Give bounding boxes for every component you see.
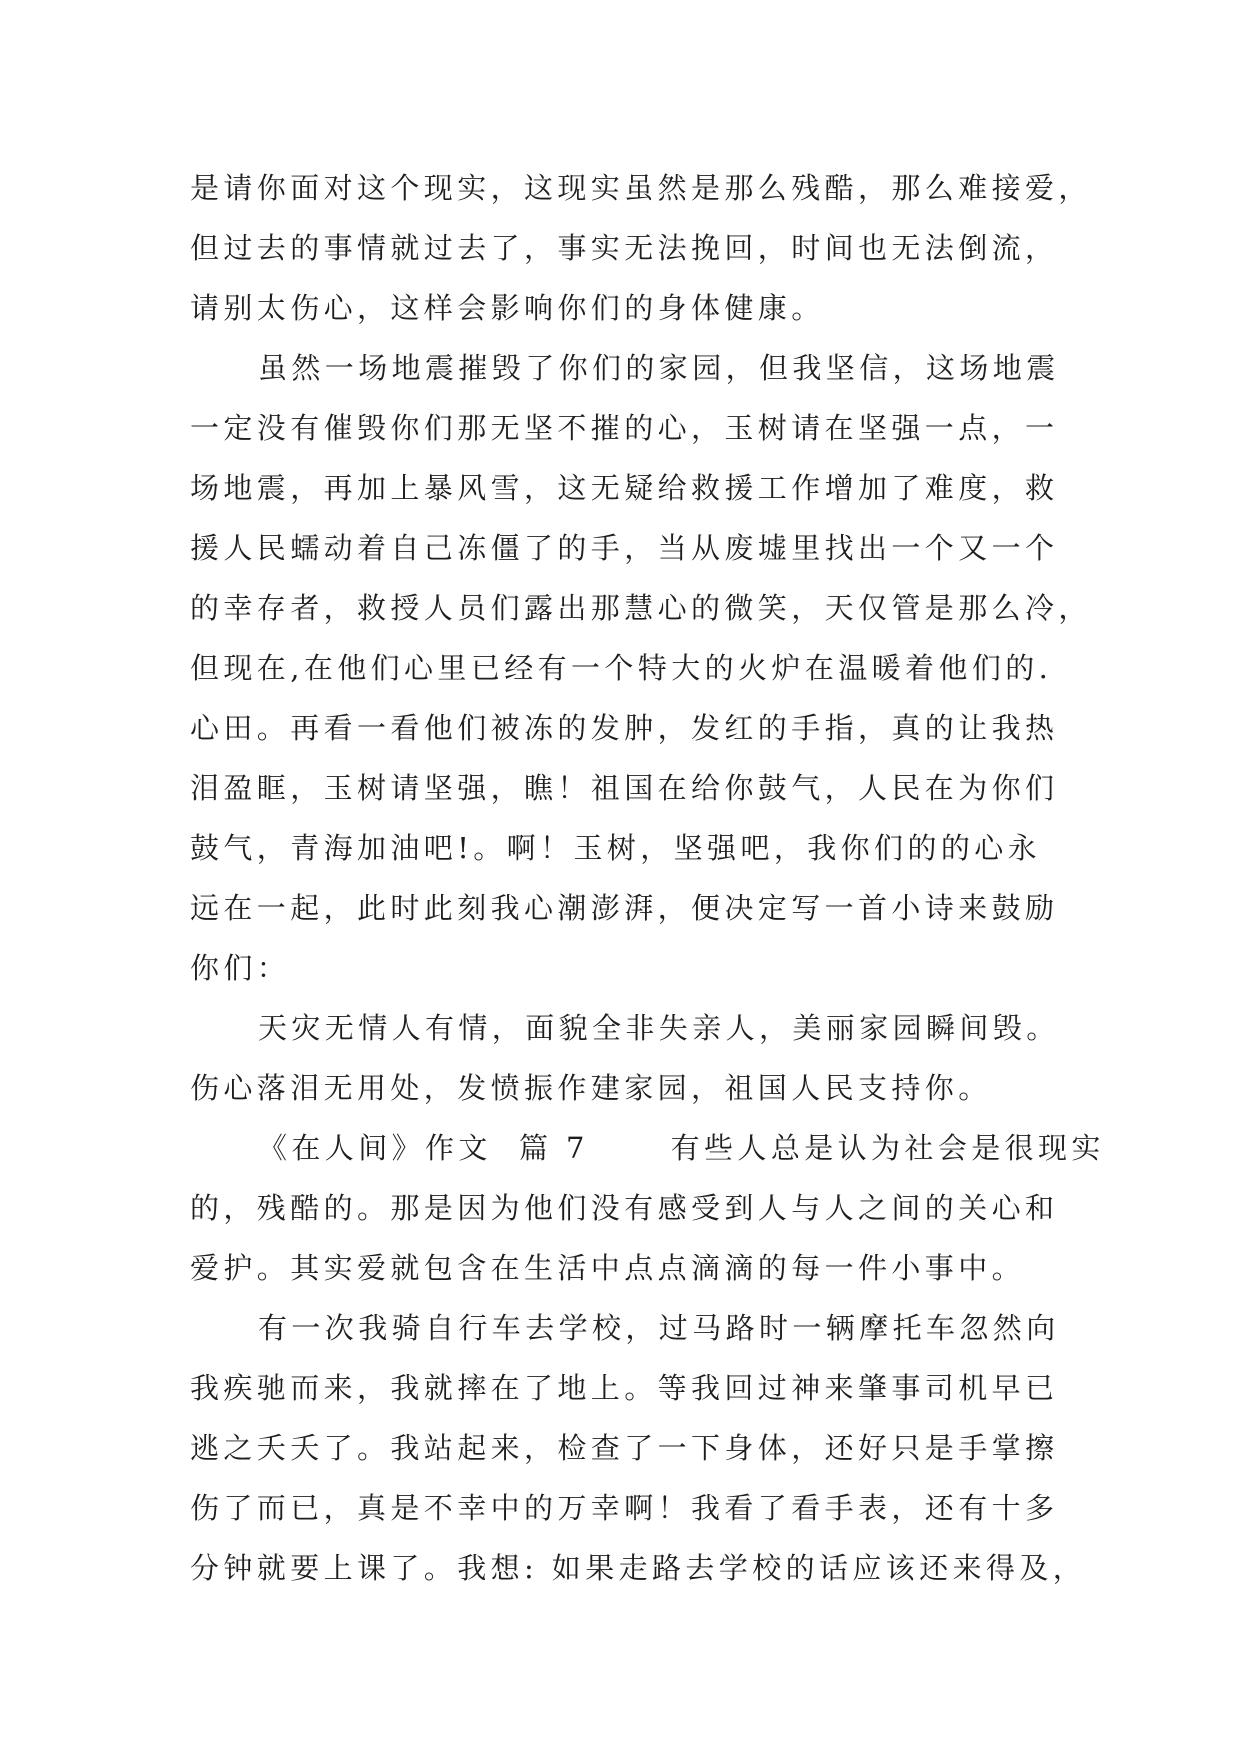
text-line: 泪盈眶，玉树请坚强，瞧！祖国在给你鼓气，人民在为你们 (190, 771, 1059, 805)
text-line: 援人民蠕动着自己冻僵了的手，当从废墟里找出一个又一个 (190, 531, 1059, 565)
text-line: 你们： (190, 951, 291, 985)
text-line: 远在一起，此时此刻我心潮澎湃，便决定写一首小诗来鼓励 (190, 891, 1059, 925)
text-line: 是请你面对这个现实，这现实虽然是那么残酷，那么难接爱， (190, 171, 1092, 205)
poem-line: 天灾无情人有情，面貌全非失亲人，美丽家园瞬间毁。 (258, 1011, 1060, 1045)
paragraph-first-line: 虽然一场地震摧毁了你们的家园，但我坚信，这场地震 (258, 351, 1060, 385)
text-line: 分钟就要上课了。我想: 如果走路去学校的话应该还来得及， (190, 1551, 1087, 1585)
text-line: 鼓气，青海加油吧!。啊！玉树，坚强吧，我你们的的心永 (190, 831, 1042, 865)
essay-heading-line: 《在人间》作文 篇 7 有些人总是认为社会是很现实 (258, 1131, 1105, 1165)
paragraph-first-line: 有一次我骑自行车去学校，过马路时一辆摩托车忽然向 (258, 1311, 1060, 1345)
text-line: 请别太伤心，这样会影响你们的身体健康。 (190, 291, 825, 325)
text-line: 场地震，再加上暴风雪，这无疑给救援工作增加了难度，救 (190, 471, 1059, 505)
text-line: 但过去的事情就过去了，事实无法挽回，时间也无法倒流， (190, 231, 1059, 265)
text-line: 的幸存者，救授人员们露出那慧心的微笑，天仅管是那么冷， (190, 591, 1092, 625)
document-page (190, 158, 1105, 1598)
text-line: 心田。再看一看他们被冻的发肿，发红的手指，真的让我热 (190, 711, 1059, 745)
text-line: 伤了而已，真是不幸中的万幸啊！我看了看手表，还有十多 (190, 1491, 1059, 1525)
text-line: 逃之夭夭了。我站起来，检查了一下身体，还好只是手掌擦 (190, 1431, 1059, 1465)
poem-line: 伤心落泪无用处，发愤振作建家园，祖国人民支持你。 (190, 1071, 992, 1105)
text-line: 我疾驰而来，我就摔在了地上。等我回过神来肇事司机早已 (190, 1371, 1059, 1405)
text-line: 但现在,在他们心里已经有一个特大的火炉在温暖着他们的. (190, 651, 1053, 685)
text-line: 一定没有催毁你们那无坚不摧的心，玉树请在坚强一点，一 (190, 411, 1059, 445)
text-line: 的，残酷的。那是因为他们没有感受到人与人之间的关心和 (190, 1191, 1059, 1225)
text-line: 爱护。其实爱就包含在生活中点点滴滴的每一件小事中。 (190, 1251, 1026, 1285)
